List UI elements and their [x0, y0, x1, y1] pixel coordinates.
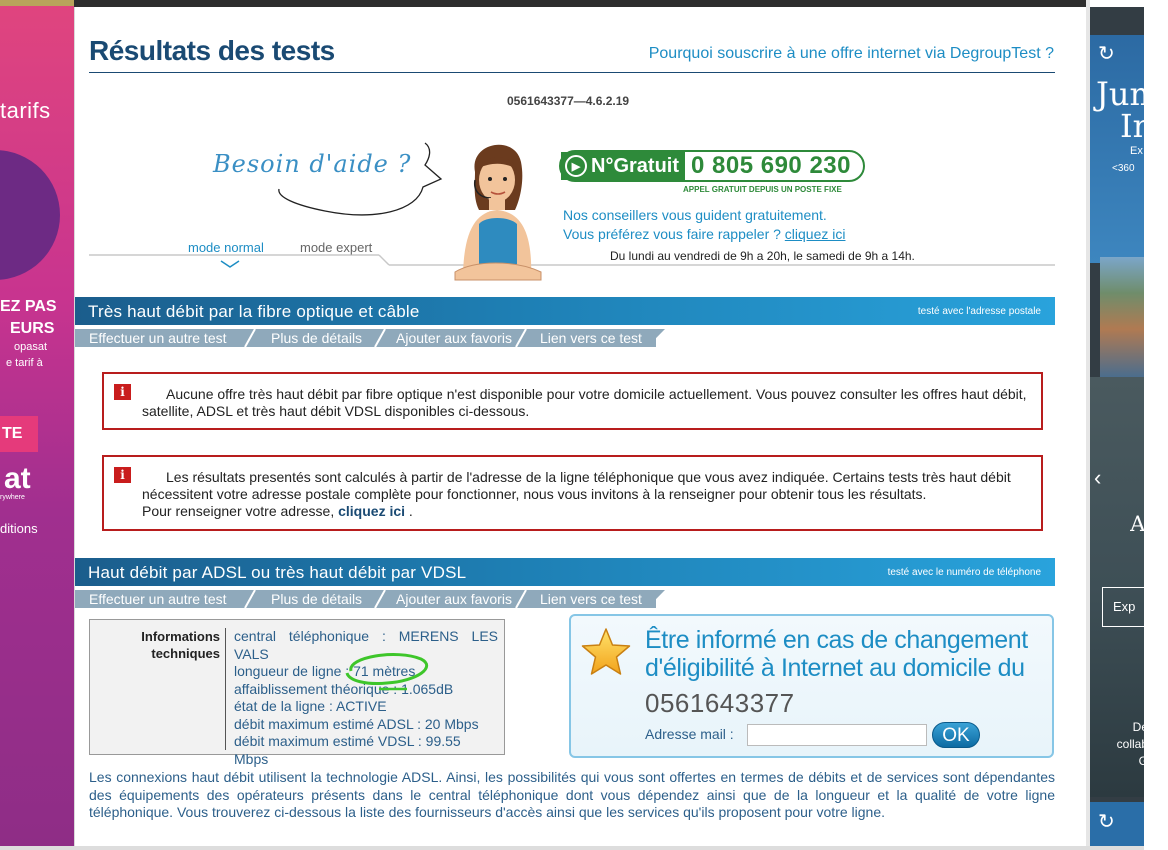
- left-advertisement[interactable]: [0, 0, 74, 850]
- ad-explore-button[interactable]: Exp: [1102, 587, 1152, 627]
- alert-2-text: Les résultats presentés sont calculés à partir de l'adresse de la ligne téléphonique que vous avez indiquée. Certains tests très haut débit nécessitent votre adresse postale complète pour fonctionner, nous vous invitons à la renseigner pour obtenir tous les résultats.: [142, 469, 1011, 502]
- play-icon: ▶: [565, 155, 587, 177]
- address-info-alert: [102, 455, 1043, 531]
- ad-sub-2: <360: [1112, 163, 1135, 174]
- technical-info-box: [89, 619, 505, 767]
- help-bubble-text: Besoin d'aide ?: [213, 150, 412, 178]
- main-content: [74, 7, 1086, 850]
- ad-title-1: Jum: [1096, 75, 1160, 113]
- adsl-section-title: Haut débit par ADSL ou très haut débit par VDSL: [88, 563, 467, 582]
- line-status-value: état de la ligne : ACTIVE: [234, 698, 387, 714]
- chevron-down-icon: [220, 259, 240, 269]
- advisors-line-1: Nos conseillers vous guident gratuitement.: [563, 207, 827, 223]
- ad-brand-logo: at: [4, 462, 31, 495]
- free-phone-number: 0 805 690 230: [691, 152, 851, 179]
- mode-normal-tab[interactable]: mode normal: [188, 240, 264, 255]
- tab-other-test[interactable]: Effectuer un autre test: [75, 329, 241, 347]
- info-icon: i: [114, 384, 131, 400]
- refresh-icon[interactable]: ↻: [1098, 43, 1115, 65]
- ad-headline-1: EZ PAS: [0, 298, 57, 315]
- tech-label-line-1: Informations: [141, 629, 220, 644]
- notify-phone-number: 0561643377: [645, 688, 795, 718]
- tab-separator: [375, 590, 385, 608]
- free-number-badge[interactable]: [559, 150, 865, 182]
- ad-sub-1: Ex: [1130, 145, 1143, 157]
- ad-conditions-link[interactable]: ditions: [0, 521, 38, 536]
- tab-add-favorites[interactable]: Ajouter aux favoris: [382, 329, 526, 347]
- ok-button[interactable]: OK: [932, 722, 980, 748]
- vdsl-max-speed: débit maximum estimé VDSL : 99.55 Mbps: [234, 733, 461, 767]
- adsl-max-speed: débit maximum estimé ADSL : 20 Mbps: [234, 715, 479, 732]
- handdrawn-circle-annotation: [337, 651, 437, 691]
- speech-bubble-icon: [265, 135, 455, 225]
- adsl-section-note: testé avec le numéro de téléphone: [887, 567, 1041, 578]
- address-link[interactable]: cliquez ici: [338, 503, 406, 519]
- ad-subline-1: opasat: [14, 341, 48, 353]
- fibre-section-note: testé avec l'adresse postale: [917, 306, 1041, 317]
- email-field[interactable]: [747, 724, 927, 746]
- support-agent-illustration: [445, 132, 545, 280]
- tab-link-to-test[interactable]: Lien vers ce test: [526, 329, 656, 347]
- tab-separator: [516, 329, 526, 347]
- ad-footer-text: De collab G: [1116, 720, 1148, 768]
- alert-2-suffix: .: [408, 503, 413, 519]
- adsl-section-header: [75, 558, 1055, 586]
- advisors-text: [563, 206, 846, 244]
- page-title: Résultats des tests: [89, 35, 335, 66]
- alert-1-text: Aucune offre très haut débit par fibre optique n'est disponible pour votre domicile actuellement. Vous pouvez consulter les offres haut débit, satellite, ADSL et très haut débit VDSL disponibles ci-dessous.: [142, 386, 1027, 419]
- ad-brand-tagline: rywhere: [0, 494, 25, 501]
- free-label-text: N°Gratuit: [591, 154, 679, 177]
- top-navigation-bar: [74, 0, 1086, 7]
- email-label: Adresse mail :: [645, 726, 734, 742]
- alert-2-prefix: Pour renseigner votre adresse,: [142, 503, 335, 519]
- ad-subline-2: e tarif à: [6, 357, 43, 369]
- adsl-tabs: [75, 590, 675, 608]
- left-top-strip: [0, 0, 74, 6]
- tab-add-favorites[interactable]: Ajouter aux favoris: [382, 590, 526, 608]
- line-length-value: longueur de ligne : 71 mètres: [234, 663, 416, 679]
- tab-more-details[interactable]: Plus de détails: [257, 590, 376, 608]
- tab-separator: [245, 590, 255, 608]
- refresh-icon[interactable]: ↻: [1098, 811, 1115, 833]
- ad-tarifs-text: tarifs: [0, 98, 51, 123]
- star-icon: [579, 626, 633, 678]
- ad-headline-2: EURS: [10, 320, 55, 337]
- callback-prompt: Vous préférez vous faire rappeler ?: [563, 226, 781, 242]
- ad-cta-button[interactable]: TE: [0, 416, 38, 452]
- free-number-label: [561, 152, 685, 180]
- right-advertisement[interactable]: [1090, 7, 1168, 850]
- opening-hours: Du lundi au vendredi de 9h a 20h, le samedi de 9h a 14h.: [610, 249, 915, 263]
- free-call-subtext: APPEL GRATUIT DEPUIS UN POSTE FIXE: [683, 185, 842, 194]
- info-icon: i: [114, 467, 131, 483]
- fibre-unavailable-alert: [102, 372, 1043, 430]
- tech-divider: [225, 628, 226, 750]
- tab-other-test[interactable]: Effectuer un autre test: [75, 590, 241, 608]
- tab-more-details[interactable]: Plus de détails: [257, 329, 376, 347]
- tab-link-to-test[interactable]: Lien vers ce test: [526, 590, 656, 608]
- attenuation-value: affaiblissement théorique : 1.065dB: [234, 680, 454, 697]
- chevron-left-icon[interactable]: ‹: [1094, 465, 1102, 490]
- technical-info-label: [90, 628, 220, 662]
- callback-link[interactable]: cliquez ici: [784, 226, 846, 242]
- fibre-section-header: [75, 297, 1055, 325]
- ad-title-2: In: [1120, 107, 1154, 145]
- tech-label-line-2: techniques: [151, 646, 220, 661]
- bottom-scrollbar: [0, 846, 1144, 850]
- advisors-line-2: [563, 225, 846, 244]
- technical-values: [234, 628, 498, 768]
- ad-photo: [1100, 257, 1144, 377]
- tab-separator: [375, 329, 385, 347]
- ad-body-text: Ju H Aro W: [1130, 458, 1168, 563]
- ad-circle-graphic: [0, 150, 60, 280]
- tab-separator: [516, 590, 526, 608]
- fibre-section-title: Très haut débit par la fibre optique et câble: [88, 302, 420, 321]
- mode-expert-tab[interactable]: mode expert: [300, 240, 373, 255]
- fibre-tabs: [75, 329, 675, 347]
- test-id: 0561643377—4.6.2.19: [507, 94, 630, 108]
- adsl-explanation-paragraph: Les connexions haut débit utilisent la technologie ADSL. Ainsi, les possibilités qui vous sont offertes en termes de débits et de services sont dépendantes des équipements des opérateurs présents dans le central téléphonique dont vous dépendez ainsi que de la longueur et la qualité de votre ligne téléphonique. Vous trouverez ci-dessous la liste des fournisseurs d'accès ainsi que les services qu'ils proposent pour votre ligne.: [89, 769, 1055, 820]
- central-value: central téléphonique : MERENS LES VALS: [234, 628, 498, 662]
- notify-title: Être informé en cas de changement d'éligibilité à Internet au domicile du: [645, 626, 1028, 682]
- title-divider: [89, 72, 1055, 73]
- why-subscribe-link[interactable]: Pourquoi souscrire à une offre internet via DegroupTest ?: [648, 45, 1054, 62]
- tab-separator: [245, 329, 255, 347]
- notify-eligibility-box: [569, 614, 1054, 758]
